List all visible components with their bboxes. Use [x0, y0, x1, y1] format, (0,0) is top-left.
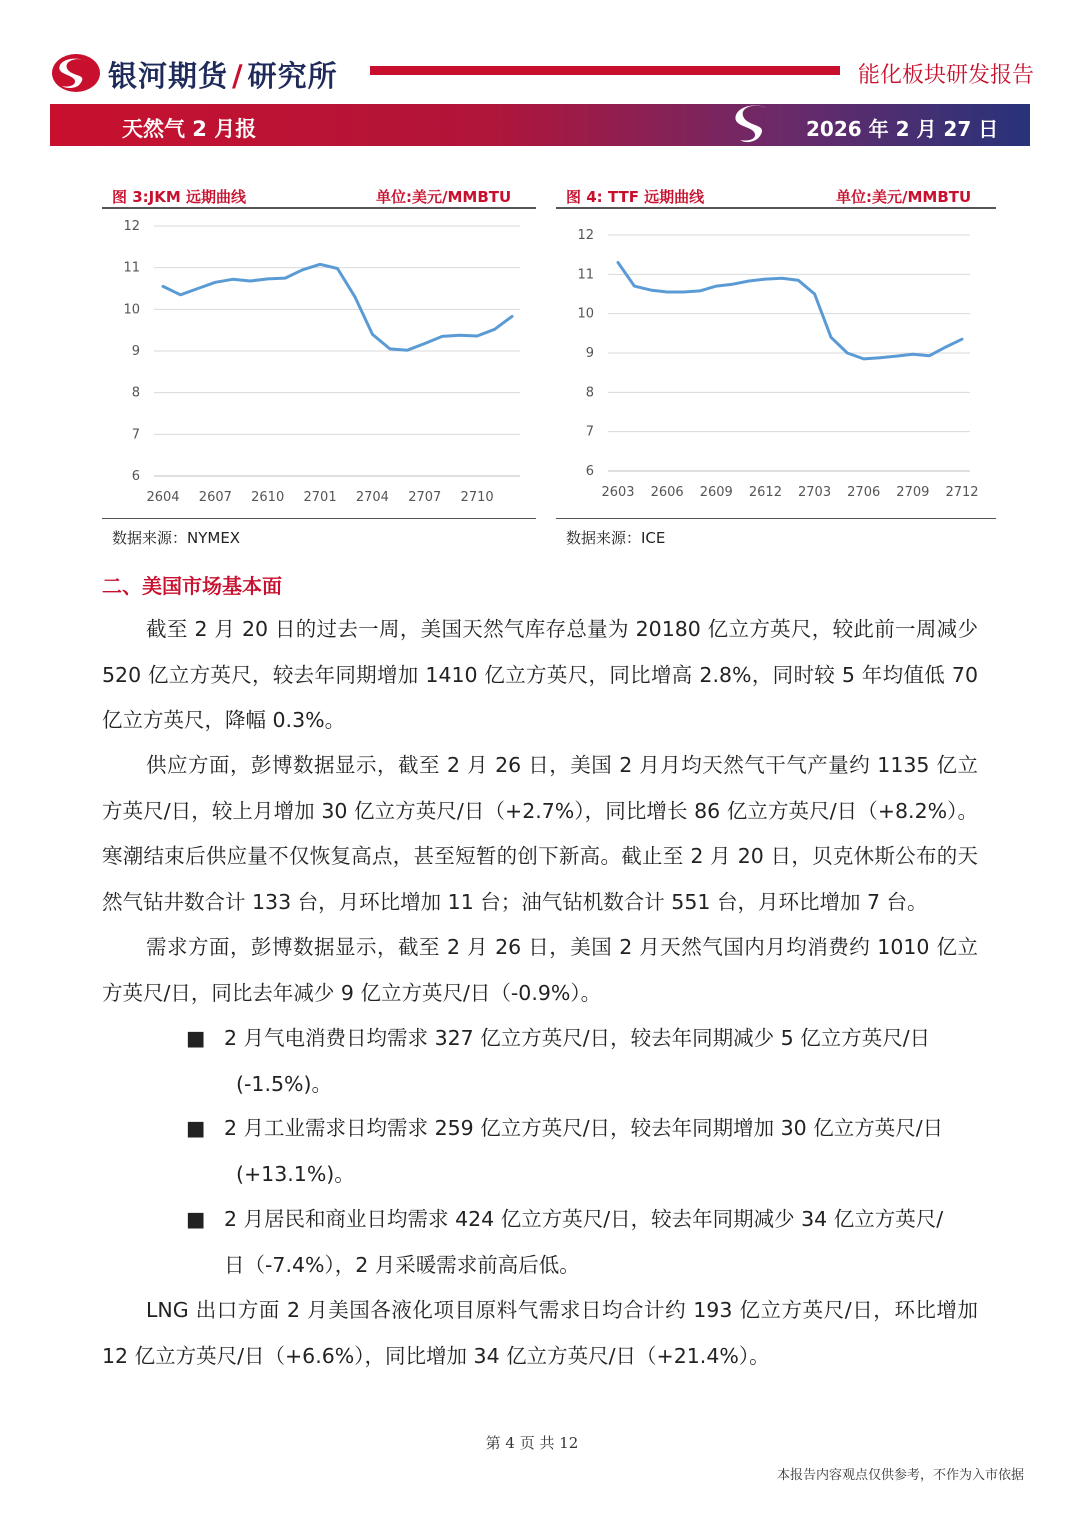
bullet-mark: ■: [186, 1207, 206, 1231]
chart2-bottom-rule: [556, 518, 996, 519]
x-tick-label: 2707: [408, 490, 442, 505]
y-tick-label: 8: [585, 385, 594, 401]
paragraph-supply: 供应方面，彭博数据显示，截至 2 月 26 日，美国 2 月月均天然气干气产量约 1135 亿立方英尺/日，较上月增加 30 亿立方英尺/日（+2.7%），同比增长 86 亿立方英尺/日（+8.2%）。寒潮结束后供应量不仅恢复高点，甚至短暂的创下新高。截止至 2 月 20 日，贝克休斯公布的天然气钻井数合计 133 台，月环比增加 11 台；油气钻机数合计 551 台，月环比增加 7 台。: [102, 753, 978, 914]
section-title: 二、美国市场基本面: [102, 574, 282, 598]
galaxy-logo-icon: [50, 52, 102, 94]
chart2-source: 数据来源：ICE: [566, 529, 666, 547]
chart1-title: 图 3:JKM 远期曲线: [112, 188, 247, 206]
jkm-forward-curve-chart: [102, 210, 536, 518]
y-tick-label: 7: [131, 427, 140, 443]
x-tick-label: 2706: [847, 485, 881, 500]
x-tick-label: 2710: [460, 490, 494, 505]
series-line: [163, 264, 512, 350]
brand-sub: 研究所: [247, 59, 338, 93]
brand-name: [108, 54, 338, 95]
y-tick-label: 9: [131, 344, 140, 359]
chart2-unit: 单位:美元/MMBTU: [836, 188, 972, 206]
y-tick-label: 8: [131, 385, 140, 401]
bullet-text-cont: (-1.5%)。: [236, 1071, 332, 1096]
header-rule: [370, 66, 840, 75]
bullet-mark: ■: [186, 1116, 206, 1140]
y-tick-label: 9: [585, 346, 594, 361]
page-number: 第 4 页 共 12: [485, 1434, 579, 1452]
x-tick-label: 2609: [699, 485, 733, 500]
chart1-unit: 单位:美元/MMBTU: [376, 188, 512, 206]
y-tick-label: 6: [131, 469, 140, 484]
x-tick-label: 2603: [601, 485, 635, 500]
bullet-text: 2 月气电消费日均需求 327 亿立方英尺/日，较去年同期减少 5 亿立方英尺/日: [224, 1026, 931, 1050]
x-tick-label: 2612: [748, 485, 782, 500]
y-tick-label: 6: [585, 464, 594, 479]
y-tick-label: 11: [577, 267, 594, 283]
paragraph-storage: 截至 2 月 20 日的过去一周，美国天然气库存总量为 20180 亿立方英尺，较此前一周减少 520 亿立方英尺，较去年同期增加 1410 亿立方英尺，同比增高 2.8%，同时较 5 年均值低 70 亿立方英尺，降幅 0.3%。: [102, 617, 978, 732]
bullet-text: 2 月工业需求日均需求 259 亿立方英尺/日，较去年同期增加 30 亿立方英尺/日: [224, 1116, 944, 1140]
report-type: 能化板块研发报告: [857, 63, 1034, 88]
x-tick-label: 2709: [896, 485, 930, 500]
disclaimer: 本报告内容观点仅供参考，不作为入市依据: [776, 1468, 1024, 1483]
banner-date: 2026 年 2 月 27 日: [806, 117, 999, 141]
y-tick-label: 10: [123, 302, 140, 318]
brand-slash: /: [232, 59, 244, 93]
chart2-top-rule: [556, 207, 996, 209]
paragraph-lng: LNG 出口方面 2 月美国各液化项目原料气需求日均合计约 193 亿立方英尺/日，环比增加 12 亿立方英尺/日（+6.6%），同比增加 34 亿立方英尺/日（+21.4%）。: [102, 1298, 978, 1368]
x-tick-label: 2704: [355, 490, 389, 505]
bullet-text: 2 月居民和商业日均需求 424 亿立方英尺/日，较去年同期减少 34 亿立方英尺/: [224, 1207, 944, 1231]
x-tick-label: 2712: [945, 485, 979, 500]
x-tick-label: 2703: [798, 485, 832, 500]
bullet-text-cont: 日（-7.4%），2 月采暖需求前高后低。: [224, 1252, 580, 1277]
y-tick-label: 7: [585, 424, 594, 440]
x-tick-label: 2607: [198, 490, 232, 505]
swirl-logo-icon: [728, 100, 778, 150]
y-tick-label: 11: [123, 260, 140, 276]
bullet-text-cont: (+13.1%)。: [236, 1161, 355, 1186]
x-tick-label: 2604: [146, 490, 180, 505]
x-tick-label: 2606: [650, 485, 684, 500]
series-line: [618, 263, 962, 359]
chart1-bottom-rule: [102, 518, 536, 519]
brand-cn: 银河期货: [108, 59, 229, 93]
bullet-industrial: [186, 1106, 978, 1197]
paragraph-demand: 需求方面，彭博数据显示，截至 2 月 26 日，美国 2 月天然气国内月均消费约 1010 亿立方英尺/日，同比去年减少 9 亿立方英尺/日（-0.9%）。: [102, 935, 978, 1005]
bullet-power-burn: [186, 1016, 978, 1107]
bullet-mark: ■: [186, 1026, 206, 1050]
ttf-forward-curve-chart: [556, 210, 996, 518]
y-tick-label: 10: [577, 306, 594, 322]
x-tick-label: 2610: [251, 490, 285, 505]
chart1-source: 数据来源：NYMEX: [112, 529, 241, 547]
chart1-top-rule: [102, 207, 536, 209]
y-tick-label: 12: [577, 228, 594, 243]
bullet-residential: [186, 1197, 978, 1288]
banner-title: 天然气 2 月报: [122, 117, 257, 141]
x-tick-label: 2701: [303, 490, 337, 505]
chart2-title: 图 4: TTF 远期曲线: [566, 188, 705, 206]
y-tick-label: 12: [123, 219, 140, 234]
